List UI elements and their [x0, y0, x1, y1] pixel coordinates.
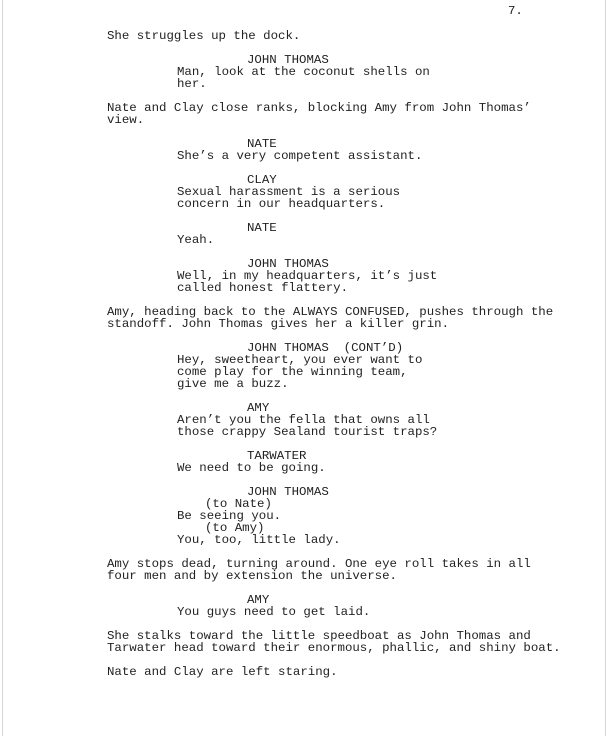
parenthetical: (to Nate) — [205, 497, 272, 511]
dialogue-line: Aren’t you the fella that owns all — [177, 413, 430, 427]
action-line: view. — [107, 113, 145, 127]
dialogue-line: She’s a very competent assistant. — [177, 149, 423, 163]
character-cue: NATE — [247, 137, 277, 151]
dialogue-line: We need to be going. — [177, 461, 326, 475]
dialogue-line: Sexual harassment is a serious — [177, 185, 401, 199]
action-line: four men and by extension the universe. — [107, 569, 397, 583]
character-cue: JOHN THOMAS — [247, 257, 329, 271]
dialogue-line: Be seeing you. — [177, 509, 282, 523]
action-line: Amy stops dead, turning around. One eye roll takes in all — [107, 557, 531, 571]
character-cue: NATE — [247, 221, 277, 235]
dialogue-line: her. — [177, 77, 207, 91]
parenthetical: (to Amy) — [205, 521, 265, 535]
dialogue-line: You, too, little lady. — [177, 533, 341, 547]
action-line: Amy, heading back to the ALWAYS CONFUSED, pushes through the — [107, 305, 554, 319]
action-line: Tarwater head toward their enormous, phallic, and shiny boat. — [107, 641, 561, 655]
dialogue-line: give me a buzz. — [177, 377, 289, 391]
dialogue-line: You guys need to get laid. — [177, 605, 371, 619]
script-page — [2, 0, 606, 736]
action-line: Nate and Clay are left staring. — [107, 665, 338, 679]
dialogue-line: Yeah. — [177, 233, 215, 247]
dialogue-line: those crappy Sealand tourist traps? — [177, 425, 438, 439]
dialogue-line: Man, look at the coconut shells on — [177, 65, 430, 79]
action-line: She struggles up the dock. — [107, 29, 301, 43]
page-number: 7. — [508, 4, 523, 18]
dialogue-line: come play for the winning team, — [177, 365, 408, 379]
action-line: She stalks toward the little speedboat as John Thomas and — [107, 629, 531, 643]
character-cue: AMY — [247, 593, 270, 607]
character-cue: TARWATER — [247, 449, 307, 463]
action-line: standoff. John Thomas gives her a killer grin. — [107, 317, 450, 331]
character-cue: JOHN THOMAS — [247, 485, 329, 499]
character-cue: JOHN THOMAS (CONT’D) — [247, 341, 404, 355]
dialogue-line: Well, in my headquarters, it’s just — [177, 269, 438, 283]
dialogue-line: Hey, sweetheart, you ever want to — [177, 353, 423, 367]
character-cue: CLAY — [247, 173, 277, 187]
character-cue: JOHN THOMAS — [247, 53, 329, 67]
character-cue: AMY — [247, 401, 270, 415]
dialogue-line: called honest flattery. — [177, 281, 349, 295]
action-line: Nate and Clay close ranks, blocking Amy from John Thomas’ — [107, 101, 531, 115]
dialogue-line: concern in our headquarters. — [177, 197, 386, 211]
